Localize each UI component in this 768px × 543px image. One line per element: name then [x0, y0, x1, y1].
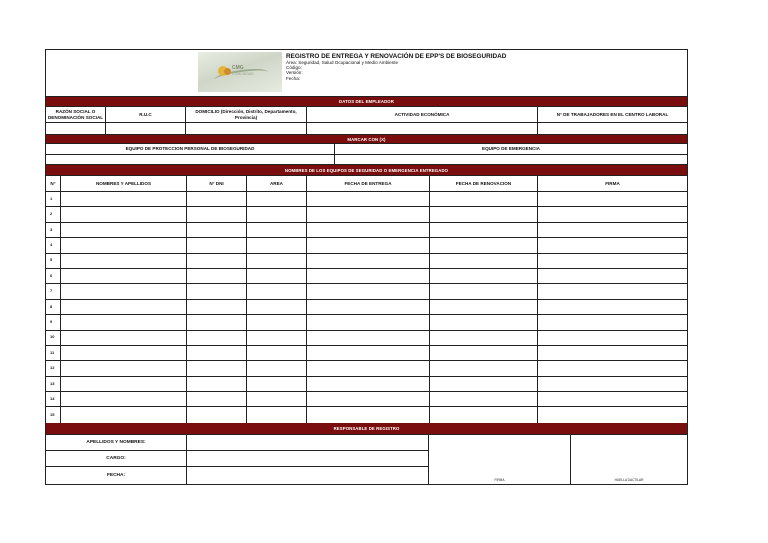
table-row [46, 346, 687, 361]
row-dni[interactable] [187, 392, 247, 406]
firma-box[interactable] [429, 435, 571, 484]
input-equipo-emergencia[interactable] [335, 155, 687, 164]
col-area: AREA [247, 176, 307, 191]
row-firma[interactable] [538, 331, 687, 345]
col-equipo-emergencia: EQUIPO DE EMERGENCIA [482, 146, 540, 152]
row-nombres[interactable] [61, 207, 187, 221]
row-fecha-entrega[interactable] [307, 361, 430, 375]
row-firma[interactable] [538, 254, 687, 268]
col-domicilio: DOMICILIO (Dirección, Distrito, Departamento, Provincia) [186, 107, 307, 122]
row-fecha-entrega[interactable] [307, 392, 430, 406]
marcar-header-row [46, 144, 687, 155]
row-number: 11 [46, 346, 61, 360]
row-number: 2 [46, 207, 61, 221]
epp-registration-form [45, 49, 688, 485]
row-firma[interactable] [538, 392, 687, 406]
equipos-rows [46, 192, 687, 423]
row-fecha-entrega[interactable] [307, 346, 430, 360]
row-fecha-renovacion[interactable] [430, 269, 538, 283]
table-row [46, 377, 687, 392]
row-dni[interactable] [187, 315, 247, 329]
responsable-apellidos-row [46, 435, 428, 451]
row-area[interactable] [247, 284, 307, 298]
row-fecha-renovacion[interactable] [430, 238, 538, 252]
row-number: 1 [46, 192, 61, 206]
table-row [46, 392, 687, 407]
responsable-cargo-row [46, 451, 428, 467]
row-firma[interactable] [538, 407, 687, 422]
responsable-fecha-row [46, 467, 428, 484]
row-area[interactable] [247, 269, 307, 283]
row-fecha-renovacion[interactable] [430, 392, 538, 406]
header-text-block [286, 53, 506, 81]
responsable-fields [46, 435, 429, 484]
row-dni[interactable] [187, 407, 247, 422]
row-fecha-renovacion[interactable] [430, 223, 538, 237]
firma-caption: FIRMA [494, 478, 505, 483]
col-dni: N° DNI [187, 176, 247, 191]
row-number: 6 [46, 269, 61, 283]
input-cargo[interactable] [187, 451, 428, 466]
input-trabajadores[interactable] [538, 123, 687, 134]
table-row [46, 192, 687, 207]
col-razon-social: RAZÓN SOCIAL O DENOMINACIÓN SOCIAL [46, 107, 106, 122]
row-fecha-renovacion[interactable] [430, 300, 538, 314]
row-area[interactable] [247, 300, 307, 314]
row-number: 5 [46, 254, 61, 268]
row-dni[interactable] [187, 331, 247, 345]
row-area[interactable] [247, 254, 307, 268]
form-codigo: Código: [286, 65, 302, 71]
col-trabajadores: N° DE TRABAJADORES EN EL CENTRO LABORAL [556, 111, 669, 117]
row-dni[interactable] [187, 361, 247, 375]
row-firma[interactable] [538, 361, 687, 375]
input-domicilio[interactable] [186, 123, 307, 134]
huella-caption: HUELLA DACTILAR [614, 478, 644, 483]
row-dni[interactable] [187, 284, 247, 298]
row-nombres[interactable] [61, 192, 187, 206]
row-firma[interactable] [538, 223, 687, 237]
input-ruc[interactable] [106, 123, 186, 134]
row-dni[interactable] [187, 238, 247, 252]
input-actividad[interactable] [307, 123, 538, 134]
table-row [46, 223, 687, 238]
table-row [46, 207, 687, 222]
row-area[interactable] [247, 331, 307, 345]
row-firma[interactable] [538, 238, 687, 252]
table-row [46, 269, 687, 284]
input-apellidos[interactable] [187, 435, 428, 450]
col-actividad: ACTIVIDAD ECONÓMICA [307, 107, 538, 122]
row-area[interactable] [247, 315, 307, 329]
col-firma: FIRMA [605, 180, 620, 186]
row-nombres[interactable] [61, 254, 187, 268]
row-fecha-renovacion[interactable] [430, 284, 538, 298]
row-dni[interactable] [187, 346, 247, 360]
row-nombres[interactable] [61, 315, 187, 329]
row-fecha-renovacion[interactable] [430, 377, 538, 391]
section-bar-empleador: DATOS DEL EMPLEADOR [46, 97, 687, 107]
row-dni[interactable] [187, 192, 247, 206]
form-header [46, 50, 687, 97]
row-area[interactable] [247, 207, 307, 221]
row-firma[interactable] [538, 207, 687, 221]
row-nombres[interactable] [61, 346, 187, 360]
row-fecha-entrega[interactable] [307, 331, 430, 345]
input-epp-bioseguridad[interactable] [46, 155, 335, 164]
row-nombres[interactable] [61, 407, 187, 422]
table-row [46, 407, 687, 422]
row-nombres[interactable] [61, 361, 187, 375]
row-fecha-entrega[interactable] [307, 223, 430, 237]
row-number: 10 [46, 331, 61, 345]
row-firma[interactable] [538, 377, 687, 391]
row-nombres[interactable] [61, 238, 187, 252]
col-fecha-entrega: FECHA DE ENTREGA [307, 176, 430, 191]
table-row [46, 300, 687, 315]
responsable-block [46, 435, 687, 484]
col-nombres-apellidos: NOMBRES Y APELLIDOS [61, 176, 187, 191]
row-fecha-entrega[interactable] [307, 192, 430, 206]
row-number: 4 [46, 238, 61, 252]
logo-emblem-accent-icon [224, 68, 231, 75]
row-area[interactable] [247, 346, 307, 360]
input-fecha[interactable] [187, 467, 428, 484]
table-row [46, 331, 687, 346]
row-number: 12 [46, 361, 61, 375]
section-bar-equipos: NOMBRES DE LOS EQUIPOS DE SEGURIDAD O EMERGENCIA ENTREGADO [46, 165, 687, 176]
row-fecha-renovacion[interactable] [430, 315, 538, 329]
row-firma[interactable] [538, 192, 687, 206]
row-area[interactable] [247, 223, 307, 237]
row-number: 15 [46, 407, 61, 422]
row-fecha-entrega[interactable] [307, 207, 430, 221]
table-row [46, 284, 687, 299]
label-fecha: FECHA: [46, 467, 187, 484]
row-area[interactable] [247, 392, 307, 406]
row-dni[interactable] [187, 254, 247, 268]
row-dni[interactable] [187, 223, 247, 237]
company-logo [198, 52, 282, 92]
table-row [46, 361, 687, 376]
row-firma[interactable] [538, 346, 687, 360]
row-fecha-entrega[interactable] [307, 377, 430, 391]
col-epp-bioseguridad: EQUIPO DE PROTECCION PERSONAL DE BIOSEGURIDAD [46, 144, 335, 154]
row-number: 3 [46, 223, 61, 237]
row-fecha-renovacion[interactable] [430, 192, 538, 206]
col-ruc: R.U.C [106, 107, 186, 122]
huella-box[interactable] [571, 435, 687, 484]
row-fecha-renovacion[interactable] [430, 254, 538, 268]
form-area: Área: Seguridad, Salud Ocupacional y Medio Ambiente [286, 60, 399, 65]
label-cargo: CARGO: [46, 451, 187, 466]
form-title: REGISTRO DE ENTREGA Y RENOVACIÓN DE EPP'S DE BIOSEGURIDAD [286, 53, 507, 60]
row-number: 9 [46, 315, 61, 329]
label-apellidos: APELLIDOS Y NOMBRES: [46, 435, 187, 450]
empleador-header-row [46, 107, 687, 123]
row-dni[interactable] [187, 377, 247, 391]
col-numero: N° [46, 176, 61, 191]
table-row [46, 238, 687, 253]
logo-text: CMG [232, 65, 244, 71]
row-fecha-renovacion[interactable] [430, 361, 538, 375]
row-number: 14 [46, 392, 61, 406]
row-area[interactable] [247, 192, 307, 206]
row-fecha-entrega[interactable] [307, 300, 430, 314]
row-fecha-renovacion[interactable] [430, 407, 538, 422]
row-fecha-entrega[interactable] [307, 407, 430, 422]
table-row [46, 315, 687, 330]
empleador-input-row [46, 123, 687, 135]
row-area[interactable] [247, 238, 307, 252]
row-firma[interactable] [538, 269, 687, 283]
row-fecha-renovacion[interactable] [430, 346, 538, 360]
row-fecha-entrega[interactable] [307, 238, 430, 252]
row-nombres[interactable] [61, 223, 187, 237]
row-nombres[interactable] [61, 377, 187, 391]
row-firma[interactable] [538, 315, 687, 329]
row-firma[interactable] [538, 300, 687, 314]
row-area[interactable] [247, 407, 307, 422]
row-nombres[interactable] [61, 284, 187, 298]
form-version: Versión: [286, 70, 303, 76]
row-dni[interactable] [187, 207, 247, 221]
row-number: 7 [46, 284, 61, 298]
row-number: 13 [46, 377, 61, 391]
row-area[interactable] [247, 361, 307, 375]
input-razon-social[interactable] [46, 123, 106, 134]
table-row [46, 254, 687, 269]
row-fecha-entrega[interactable] [307, 269, 430, 283]
row-firma[interactable] [538, 284, 687, 298]
marcar-input-row [46, 155, 687, 165]
row-fecha-renovacion[interactable] [430, 331, 538, 345]
row-nombres[interactable] [61, 300, 187, 314]
row-fecha-renovacion[interactable] [430, 207, 538, 221]
section-bar-responsable: RESPONSABLE DE REGISTRO [46, 423, 687, 435]
row-nombres[interactable] [61, 331, 187, 345]
row-area[interactable] [247, 377, 307, 391]
section-bar-marcar: MARCAR CON (X) [46, 135, 687, 144]
row-fecha-entrega[interactable] [307, 254, 430, 268]
row-dni[interactable] [187, 300, 247, 314]
logo-subtext: COMUNIDAD [232, 72, 254, 76]
row-fecha-entrega[interactable] [307, 284, 430, 298]
row-nombres[interactable] [61, 392, 187, 406]
col-fecha-renovacion: FECHA DE RENOVACION [430, 176, 538, 191]
row-nombres[interactable] [61, 269, 187, 283]
row-dni[interactable] [187, 269, 247, 283]
row-number: 8 [46, 300, 61, 314]
form-fecha: Fecha: [286, 75, 301, 81]
equipos-header-row [46, 176, 687, 192]
row-fecha-entrega[interactable] [307, 315, 430, 329]
